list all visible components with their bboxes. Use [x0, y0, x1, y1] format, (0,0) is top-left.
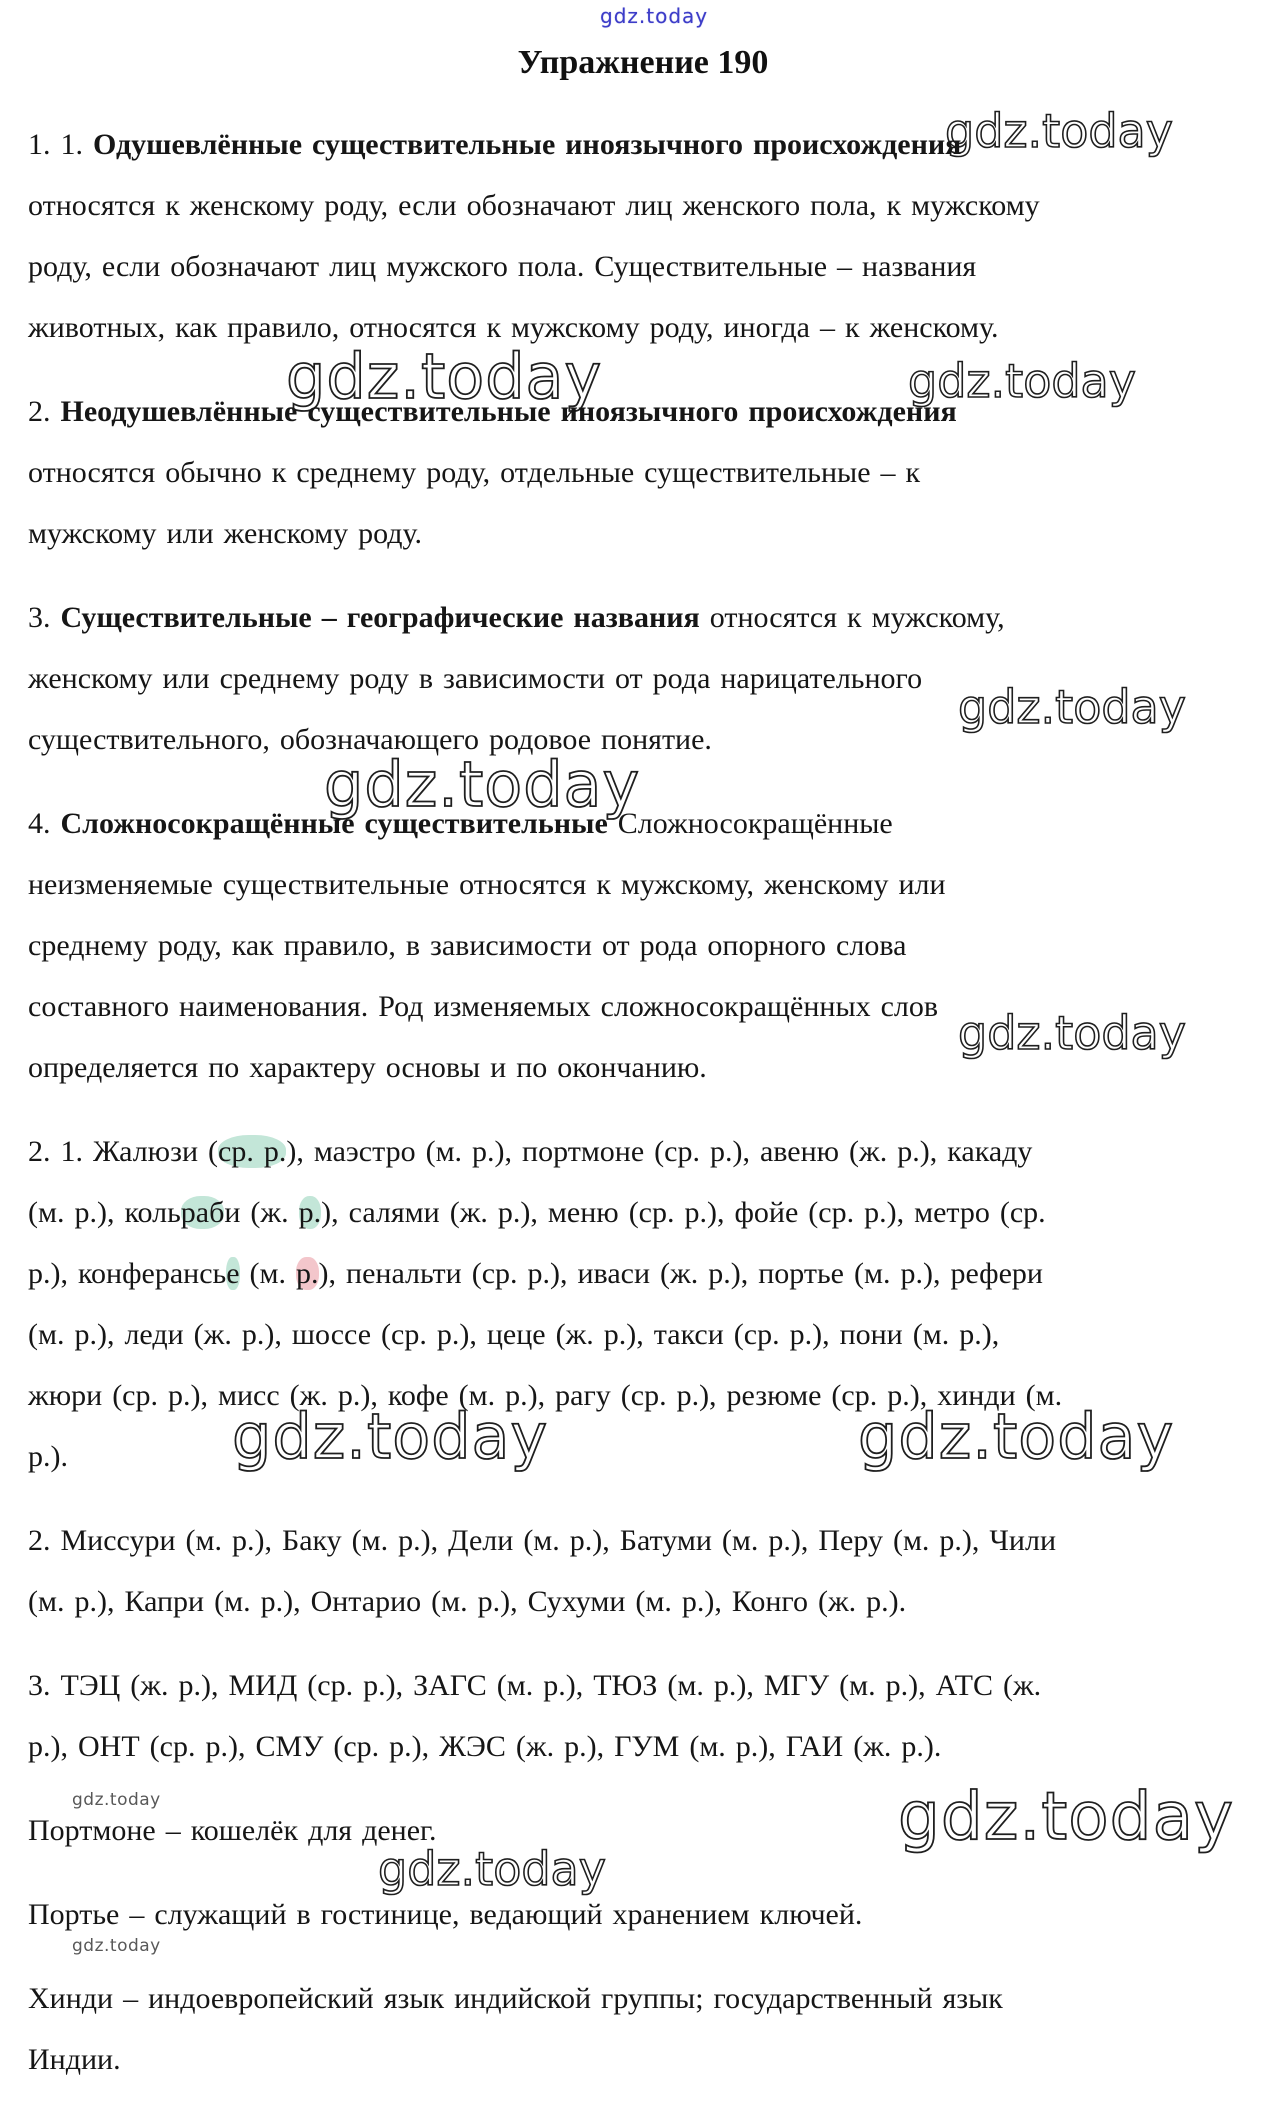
text-segment: неизменяемые существительные относятся к мужскому, женскому или — [28, 868, 946, 901]
text-line — [28, 2029, 1190, 2090]
watermark-gdz-today: gdz.today — [232, 1400, 549, 1473]
text-line — [28, 1571, 1190, 1632]
paragraph — [28, 114, 1190, 358]
text-segment: женскому или среднему роду в зависимости от рода нарицательного — [28, 662, 923, 695]
text-line — [28, 1121, 1190, 1182]
bold-text: Существительные – географические названия — [60, 601, 700, 634]
watermark-gdz-today: gdz.today — [945, 104, 1173, 158]
text-segment: р.). — [28, 1440, 68, 1473]
text-segment: 2. Миссури (м. р.), Баку (м. р.), Дели (м. р.), Батуми (м. р.), Перу (м. р.), Чили — [28, 1524, 1056, 1557]
text-segment: относятся обычно к среднему роду, отдельные существительные – к — [28, 456, 921, 489]
paragraph — [28, 1510, 1190, 1632]
text-line — [28, 648, 1190, 709]
paragraph — [28, 793, 1190, 1098]
text-line — [28, 915, 1190, 976]
bold-text: Неодушевлённые существительные иноязычного происхождения — [60, 395, 957, 428]
text-segment: Индии. — [28, 2043, 121, 2076]
text-segment: р. — [298, 1196, 322, 1229]
page-title: Упражнение 190 — [517, 44, 769, 81]
text-line — [28, 1426, 1190, 1487]
paragraph — [28, 1884, 1190, 1945]
text-line — [28, 1243, 1190, 1304]
text-line — [28, 1304, 1190, 1365]
text-line — [28, 1365, 1190, 1426]
paragraph — [28, 1800, 1190, 1861]
text-line — [28, 236, 1190, 297]
text-segment: относятся к мужскому, — [699, 601, 1005, 634]
text-segment: и (ж. — [224, 1196, 299, 1229]
watermark-gdz-today: gdz.today — [72, 1790, 161, 1810]
text-segment: ), салями (ж. р.), меню (ср. р.), фойе (ср. р.), метро (ср. — [321, 1196, 1046, 1229]
paragraph — [28, 1655, 1190, 1777]
text-segment: мужскому или женскому роду. — [28, 517, 423, 550]
paragraph — [28, 587, 1190, 770]
paragraph — [28, 1121, 1190, 1487]
text-line — [28, 1968, 1190, 2029]
text-segment: р. — [296, 1257, 319, 1290]
document-body — [0, 114, 1286, 2090]
text-line — [28, 175, 1190, 236]
text-line — [28, 1800, 1190, 1861]
text-segment: (м. р.), Капри (м. р.), Онтарио (м. р.), Сухуми (м. р.), Конго (ж. р.). — [28, 1585, 907, 1618]
text-line — [28, 709, 1190, 770]
text-segment: 2. — [28, 395, 61, 428]
text-line — [28, 442, 1190, 503]
text-segment: е — [226, 1257, 240, 1290]
text-line — [28, 381, 1190, 442]
text-line — [28, 114, 1190, 175]
paragraph — [28, 381, 1190, 564]
text-segment: животных, как правило, относятся к мужскому роду, иногда – к женскому. — [28, 311, 999, 344]
text-segment: ), пенальти (ср. р.), иваси (ж. р.), портье (м. р.), рефери — [318, 1257, 1043, 1290]
text-segment: существительного, обозначающего родовое понятие. — [28, 723, 712, 756]
text-segment: (м. р.), леди (ж. р.), шоссе (ср. р.), цеце (ж. р.), такси (ср. р.), пони (м. р.), — [28, 1318, 1000, 1351]
text-segment: ), маэстро (м. р.), портмоне (ср. р.), авеню (ж. р.), какаду — [286, 1135, 1033, 1168]
text-segment: (м. р.), коль — [28, 1196, 181, 1229]
text-segment: раб — [180, 1196, 225, 1229]
text-line — [28, 1655, 1190, 1716]
bold-text: Сложносокращённые существительные — [60, 807, 608, 840]
text-line — [28, 1182, 1190, 1243]
text-line — [28, 1716, 1190, 1777]
text-segment: Хинди – индоевропейский язык индийской группы; государственный язык — [28, 1982, 1003, 2015]
text-segment: Портмоне – кошелёк для денег. — [28, 1814, 437, 1847]
text-segment: Сложносокращённые — [607, 807, 893, 840]
text-line — [28, 1510, 1190, 1571]
text-segment: 3. — [28, 601, 61, 634]
text-segment: 2. 1. Жалюзи ( — [28, 1135, 218, 1168]
text-line — [28, 793, 1190, 854]
text-segment: р.), конферансь — [28, 1257, 227, 1290]
watermark-gdz-today: gdz.today — [600, 4, 709, 28]
text-segment: 3. ТЭЦ (ж. р.), МИД (ср. р.), ЗАГС (м. р.), ТЮЗ (м. р.), МГУ (м. р.), АТС (ж. — [28, 1669, 1042, 1702]
text-line — [28, 976, 1190, 1037]
text-segment: относятся к женскому роду, если обозначают лиц женского пола, к мужскому — [28, 189, 1040, 222]
watermark-gdz-today: gdz.today — [286, 340, 603, 413]
text-line — [28, 1884, 1190, 1945]
watermark-gdz-today: gdz.today — [72, 1936, 161, 1956]
watermark-gdz-today: gdz.today — [898, 1778, 1235, 1855]
watermark-gdz-today: gdz.today — [908, 354, 1136, 408]
text-segment: составного наименования. Род изменяемых сложносокращённых слов — [28, 990, 939, 1023]
text-line — [28, 587, 1190, 648]
bold-text: Одушевлённые существительные иноязычного происхождения — [93, 128, 962, 161]
watermark-gdz-today: gdz.today — [324, 748, 641, 821]
text-segment: (м. — [239, 1257, 297, 1290]
text-segment: определяется по характеру основы и по окончанию. — [28, 1051, 707, 1084]
watermark-gdz-today: gdz.today — [958, 680, 1186, 734]
text-line — [28, 503, 1190, 564]
text-segment: 4. — [28, 807, 61, 840]
watermark-gdz-today: gdz.today — [858, 1400, 1175, 1473]
text-segment: р.), ОНТ (ср. р.), СМУ (ср. р.), ЖЭС (ж. р.), ГУМ (м. р.), ГАИ (ж. р.). — [28, 1730, 942, 1763]
text-segment: 1. 1. — [28, 128, 93, 161]
text-segment: среднему роду, как правило, в зависимости от рода опорного слова — [28, 929, 907, 962]
paragraph — [28, 1968, 1190, 2090]
text-line — [28, 854, 1190, 915]
text-line — [28, 297, 1190, 358]
text-segment: жюри (ср. р.), мисс (ж. р.), кофе (м. р.), рагу (ср. р.), резюме (ср. р.), хинди (м. — [28, 1379, 1063, 1412]
text-line — [28, 1037, 1190, 1098]
text-segment: Портье – служащий в гостинице, ведающий хранением ключей. — [28, 1898, 863, 1931]
text-segment: роду, если обозначают лиц мужского пола. Существительные – названия — [28, 250, 977, 283]
watermark-gdz-today: gdz.today — [378, 1842, 606, 1896]
text-segment: ср. р. — [218, 1135, 287, 1168]
watermark-gdz-today: gdz.today — [958, 1006, 1186, 1060]
